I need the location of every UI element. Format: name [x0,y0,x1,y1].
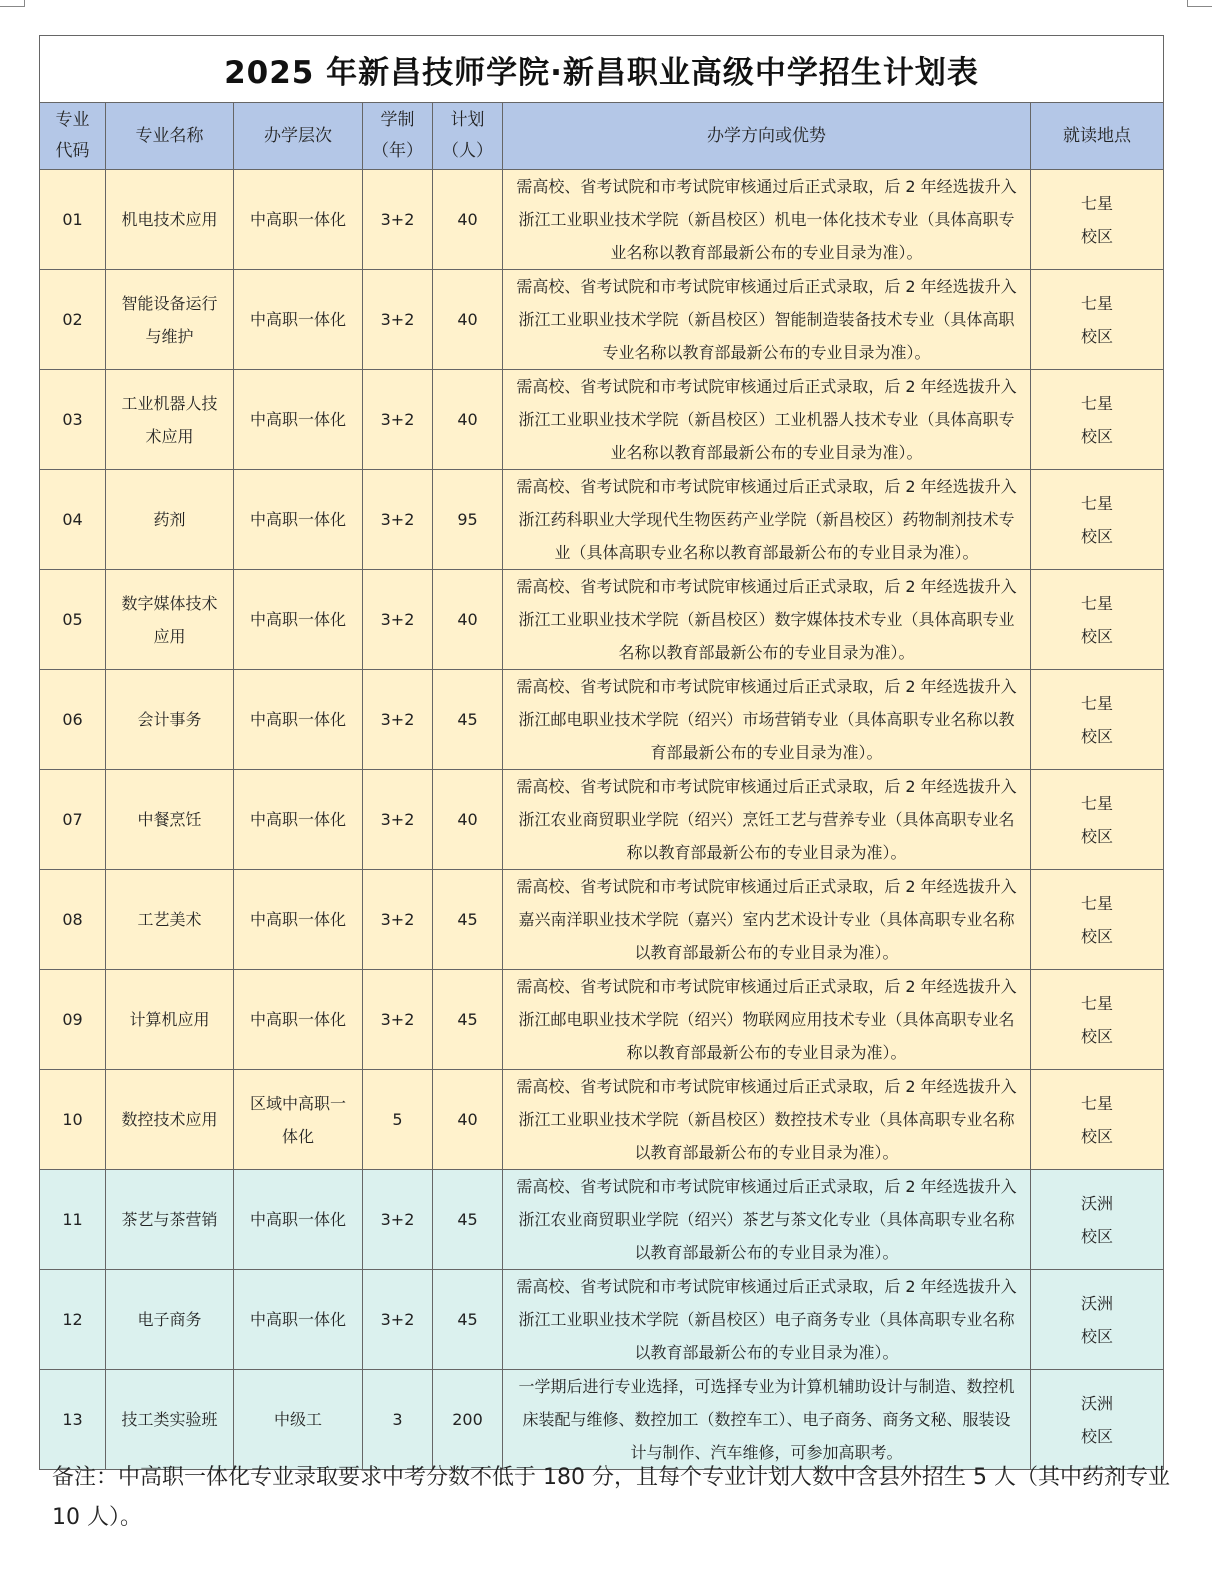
enrollment-plan-table [39,35,1164,1470]
cell-direction: 需高校、省考试院和市考试院审核通过后正式录取，后 2 年经选拔升入浙江工业职业技术学院（新昌校区）数控技术专业（具体高职专业名称以教育部最新公布的专业目录为准）。 [503,1070,1031,1170]
cell-duration: 3+2 [363,970,433,1070]
cell-location: 七星 校区 [1031,670,1164,770]
table-row [40,870,1164,970]
cell-direction: 需高校、省考试院和市考试院审核通过后正式录取，后 2 年经选拔升入浙江工业职业技术学院（新昌校区）智能制造装备技术专业（具体高职专业名称以教育部最新公布的专业目录为准）。 [503,270,1031,370]
cell-level: 中高职一体化 [234,970,363,1070]
cell-duration: 3+2 [363,770,433,870]
table-row [40,1270,1164,1370]
cell-duration: 3+2 [363,470,433,570]
cell-plan: 45 [433,970,503,1070]
header-location: 就读地点 [1031,103,1164,170]
table-header-row [40,103,1164,170]
cell-duration: 3+2 [363,670,433,770]
cell-code: 05 [40,570,106,670]
cell-direction: 需高校、省考试院和市考试院审核通过后正式录取，后 2 年经选拔升入浙江药科职业大学现代生物医药产业学院（新昌校区）药物制剂技术专业（具体高职专业名称以教育部最新公布的专业目录为准）。 [503,470,1031,570]
header-duration: 学制 （年） [363,103,433,170]
table-row [40,770,1164,870]
cell-level: 区域中高职一 体化 [234,1070,363,1170]
cell-level: 中高职一体化 [234,570,363,670]
cell-duration: 3+2 [363,570,433,670]
cell-location: 七星 校区 [1031,1070,1164,1170]
cell-code: 08 [40,870,106,970]
cell-location: 七星 校区 [1031,170,1164,270]
cell-plan: 95 [433,470,503,570]
cell-direction: 一学期后进行专业选择，可选择专业为计算机辅助设计与制造、数控机床装配与维修、数控加工（数控车工）、电子商务、商务文秘、服装设计与制作、汽车维修，可参加高职考。 [503,1370,1031,1470]
cell-code: 07 [40,770,106,870]
cell-code: 04 [40,470,106,570]
header-code: 专业 代码 [40,103,106,170]
table-row [40,470,1164,570]
cell-plan: 40 [433,370,503,470]
cell-duration: 3+2 [363,370,433,470]
cell-direction: 需高校、省考试院和市考试院审核通过后正式录取，后 2 年经选拔升入浙江农业商贸职业学院（绍兴）烹饪工艺与营养专业（具体高职专业名称以教育部最新公布的专业目录为准）。 [503,770,1031,870]
cell-location: 沃洲 校区 [1031,1170,1164,1270]
cell-direction: 需高校、省考试院和市考试院审核通过后正式录取，后 2 年经选拔升入浙江工业职业技术学院（新昌校区）机电一体化技术专业（具体高职专业名称以教育部最新公布的专业目录为准）。 [503,170,1031,270]
table-row [40,1370,1164,1470]
cell-duration: 3+2 [363,1270,433,1370]
cell-direction: 需高校、省考试院和市考试院审核通过后正式录取，后 2 年经选拔升入浙江农业商贸职业学院（绍兴）茶艺与茶文化专业（具体高职专业名称以教育部最新公布的专业目录为准）。 [503,1170,1031,1270]
cell-name: 中餐烹饪 [106,770,234,870]
cell-code: 09 [40,970,106,1070]
cell-location: 沃洲 校区 [1031,1370,1164,1470]
cell-level: 中高职一体化 [234,270,363,370]
table-row [40,1070,1164,1170]
cell-level: 中高职一体化 [234,870,363,970]
table-row [40,170,1164,270]
cell-duration: 3+2 [363,270,433,370]
table-row [40,270,1164,370]
cell-location: 七星 校区 [1031,770,1164,870]
cell-duration: 3+2 [363,170,433,270]
cell-duration: 3 [363,1370,433,1470]
cell-code: 03 [40,370,106,470]
cell-name: 数控技术应用 [106,1070,234,1170]
cell-name: 工艺美术 [106,870,234,970]
cell-level: 中高职一体化 [234,1170,363,1270]
cell-name: 电子商务 [106,1270,234,1370]
cell-name: 技工类实验班 [106,1370,234,1470]
cell-direction: 需高校、省考试院和市考试院审核通过后正式录取，后 2 年经选拔升入浙江工业职业技术学院（新昌校区）数字媒体技术专业（具体高职专业名称以教育部最新公布的专业目录为准）。 [503,570,1031,670]
cell-code: 01 [40,170,106,270]
crop-mark-right [1187,0,1212,7]
header-name: 专业名称 [106,103,234,170]
cell-code: 10 [40,1070,106,1170]
cell-plan: 45 [433,670,503,770]
table-row [40,970,1164,1070]
cell-direction: 需高校、省考试院和市考试院审核通过后正式录取，后 2 年经选拔升入浙江邮电职业技术学院（绍兴）市场营销专业（具体高职专业名称以教育部最新公布的专业目录为准）。 [503,670,1031,770]
cell-direction: 需高校、省考试院和市考试院审核通过后正式录取，后 2 年经选拔升入嘉兴南洋职业技术学院（嘉兴）室内艺术设计专业（具体高职专业名称以教育部最新公布的专业目录为准）。 [503,870,1031,970]
cell-name: 数字媒体技术 应用 [106,570,234,670]
cell-name: 机电技术应用 [106,170,234,270]
cell-code: 02 [40,270,106,370]
cell-location: 七星 校区 [1031,870,1164,970]
cell-duration: 3+2 [363,1170,433,1270]
cell-level: 中高职一体化 [234,1270,363,1370]
cell-plan: 40 [433,270,503,370]
cell-plan: 45 [433,1170,503,1270]
table-row [40,1170,1164,1270]
cell-level: 中高职一体化 [234,470,363,570]
cell-name: 工业机器人技 术应用 [106,370,234,470]
cell-plan: 45 [433,870,503,970]
cell-duration: 3+2 [363,870,433,970]
header-level: 办学层次 [234,103,363,170]
cell-location: 七星 校区 [1031,370,1164,470]
cell-plan: 40 [433,770,503,870]
cell-level: 中级工 [234,1370,363,1470]
table-row [40,570,1164,670]
cell-location: 七星 校区 [1031,970,1164,1070]
cell-location: 七星 校区 [1031,270,1164,370]
table-row [40,370,1164,470]
cell-duration: 5 [363,1070,433,1170]
cell-plan: 200 [433,1370,503,1470]
cell-code: 13 [40,1370,106,1470]
cell-code: 11 [40,1170,106,1270]
footnote: 备注：中高职一体化专业录取要求中考分数不低于 180 分，且每个专业计划人数中含县外招生 5 人（其中药剂专业 10 人）。 [52,1465,1170,1530]
cell-direction: 需高校、省考试院和市考试院审核通过后正式录取，后 2 年经选拔升入浙江工业职业技术学院（新昌校区）电子商务专业（具体高职专业名称以教育部最新公布的专业目录为准）。 [503,1270,1031,1370]
cell-name: 会计事务 [106,670,234,770]
cell-level: 中高职一体化 [234,670,363,770]
page-title: 2025 年新昌技师学院·新昌职业高级中学招生计划表 [40,36,1164,103]
crop-mark-left [0,0,25,7]
cell-location: 七星 校区 [1031,570,1164,670]
cell-plan: 40 [433,1070,503,1170]
header-plan: 计划 （人） [433,103,503,170]
cell-name: 药剂 [106,470,234,570]
cell-direction: 需高校、省考试院和市考试院审核通过后正式录取，后 2 年经选拔升入浙江工业职业技术学院（新昌校区）工业机器人技术专业（具体高职专业名称以教育部最新公布的专业目录为准）。 [503,370,1031,470]
cell-plan: 45 [433,1270,503,1370]
cell-code: 06 [40,670,106,770]
cell-plan: 40 [433,570,503,670]
cell-name: 智能设备运行 与维护 [106,270,234,370]
cell-level: 中高职一体化 [234,370,363,470]
cell-plan: 40 [433,170,503,270]
cell-level: 中高职一体化 [234,170,363,270]
cell-code: 12 [40,1270,106,1370]
cell-level: 中高职一体化 [234,770,363,870]
table-body [40,170,1164,1470]
cell-name: 茶艺与茶营销 [106,1170,234,1270]
cell-direction: 需高校、省考试院和市考试院审核通过后正式录取，后 2 年经选拔升入浙江邮电职业技术学院（绍兴）物联网应用技术专业（具体高职专业名称以教育部最新公布的专业目录为准）。 [503,970,1031,1070]
cell-location: 七星 校区 [1031,470,1164,570]
cell-name: 计算机应用 [106,970,234,1070]
header-direction: 办学方向或优势 [503,103,1031,170]
table-row [40,670,1164,770]
cell-location: 沃洲 校区 [1031,1270,1164,1370]
